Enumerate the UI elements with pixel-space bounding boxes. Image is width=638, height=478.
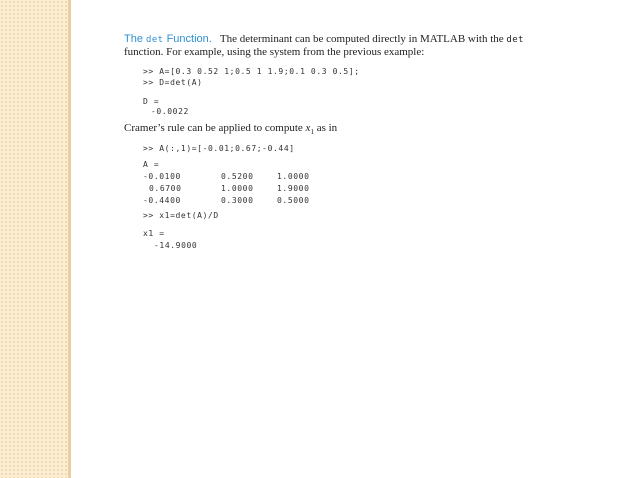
cramer-var: x [305, 122, 311, 134]
sidebar-border [68, 0, 71, 478]
output-D-value: -0.0022 [151, 107, 189, 116]
matrix-cell: 1.9000 [277, 184, 310, 193]
matrix-cell: -0.0100 [143, 172, 181, 181]
intro-text-2: function. For example, using the system from the previous example: [124, 46, 425, 58]
matrix-cell: 1.0000 [221, 184, 254, 193]
heading-code-det: det [146, 35, 164, 45]
matrix-cell: 0.6700 [149, 184, 182, 193]
heading-word-function: Function. [166, 33, 212, 45]
output-x1-value: -14.9000 [154, 241, 198, 250]
matrix-cell: 0.5200 [221, 172, 254, 181]
section-heading [124, 33, 212, 45]
cramer-text: Cramer’s rule can be applied to compute [124, 122, 303, 134]
code-line-assign-A: >> A=[0.3 0.52 1;0.5 1 1.9;0.1 0.3 0.5]; [143, 67, 360, 76]
decorative-sidebar [0, 0, 68, 478]
matrix-cell: 0.3000 [221, 196, 254, 205]
intro-line-1 [124, 33, 524, 47]
code-line-replace-column: >> A(:,1)=[-0.01;0.67;-0.44] [143, 144, 295, 153]
cramer-line [124, 122, 337, 139]
cramer-text-after: as in [316, 122, 338, 134]
output-D-label: D = [143, 97, 160, 106]
intro-code-det: det [506, 35, 524, 45]
output-x1-label: x1 = [143, 229, 165, 238]
code-line-compute-x1: >> x1=det(A)/D [143, 211, 219, 220]
matrix-cell: 0.5000 [277, 196, 310, 205]
cramer-sub: 1 [310, 128, 314, 137]
code-line-det-A: >> D=det(A) [143, 78, 203, 87]
matrix-cell: -0.4400 [143, 196, 181, 205]
intro-text-1: The determinant can be computed directly in MATLAB with the [219, 33, 504, 45]
matrix-cell: 1.0000 [277, 172, 310, 181]
output-A-label: A = [143, 160, 160, 169]
heading-word-the: The [124, 33, 143, 45]
intro-line-2 [124, 46, 424, 59]
